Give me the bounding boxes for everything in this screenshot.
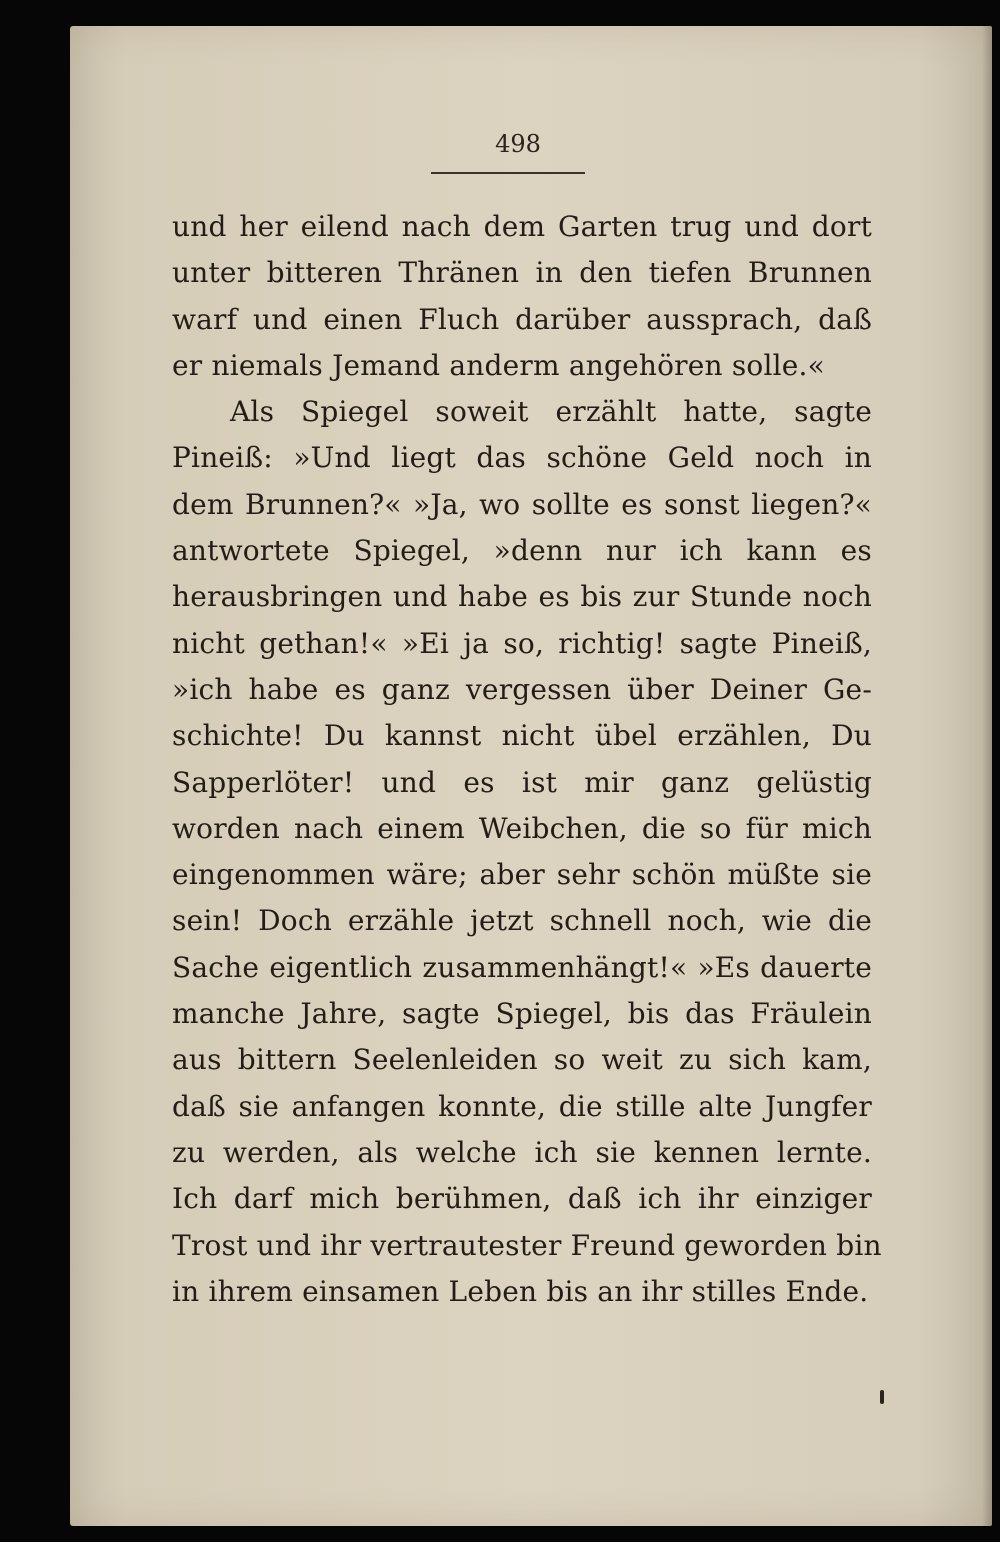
text-line: aus bittern Seelenleiden so weit zu sich kam, bbox=[172, 1043, 872, 1077]
text-line: Ich darf mich berühmen, daß ich ihr einziger bbox=[172, 1182, 872, 1216]
text-line: er niemals Jemand anderm angehören solle.« bbox=[172, 348, 825, 382]
page-edge-shadow bbox=[982, 26, 992, 1526]
text-line: dem Brunnen?« »Ja, wo sollte es sonst liegen?« bbox=[172, 487, 872, 521]
page-number: 498 bbox=[495, 130, 541, 158]
text-line: Sache eigentlich zusammenhängt!« »Es dauerte bbox=[172, 950, 872, 984]
text-line: in ihrem einsamen Leben bis an ihr stilles Ende. bbox=[172, 1274, 869, 1308]
text-line: Trost und ihr vertrautester Freund geworden bin bbox=[172, 1228, 882, 1262]
text-line: nicht gethan!« »Ei ja so, richtig! sagte Pineiß, bbox=[172, 626, 872, 660]
text-line: Sapperlöter! und es ist mir ganz gelüstig bbox=[172, 765, 872, 799]
text-line: antwortete Spiegel, »denn nur ich kann es bbox=[172, 534, 872, 568]
text-line: »ich habe es ganz vergessen über Deiner Ge- bbox=[172, 672, 872, 706]
text-line: und her eilend nach dem Garten trug und dort bbox=[172, 210, 872, 243]
ink-speck bbox=[880, 1390, 884, 1404]
text-line: Als Spiegel soweit erzählt hatte, sagte bbox=[230, 395, 872, 429]
text-line: Pineiß: »Und liegt das schöne Geld noch in bbox=[172, 441, 872, 475]
text-line: eingenommen wäre; aber sehr schön müßte sie bbox=[172, 858, 872, 892]
text-line: sein! Doch erzähle jetzt schnell noch, wie die bbox=[172, 904, 872, 938]
text-line: unter bitteren Thränen in den tiefen Brunnen bbox=[172, 256, 872, 290]
text-line: herausbringen und habe es bis zur Stunde noch bbox=[172, 580, 872, 614]
body-text bbox=[172, 204, 882, 1315]
text-line: warf und einen Fluch darüber aussprach, daß bbox=[172, 302, 872, 336]
text-line: schichte! Du kannst nicht übel erzählen, Du bbox=[172, 719, 872, 753]
text-line: manche Jahre, sagte Spiegel, bis das Fräulein bbox=[172, 997, 872, 1031]
text-line: worden nach einem Weibchen, die so für mich bbox=[172, 811, 872, 845]
page-number-rule bbox=[431, 172, 585, 174]
text-line: daß sie anfangen konnte, die stille alte Jungfer bbox=[172, 1089, 872, 1123]
text-line: zu werden, als welche ich sie kennen lernte. bbox=[172, 1135, 872, 1169]
